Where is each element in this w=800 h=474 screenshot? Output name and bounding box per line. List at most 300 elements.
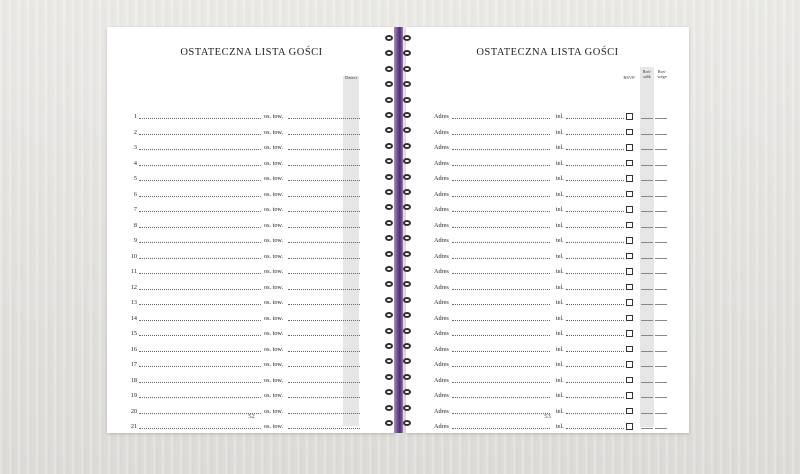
spiral-ring [385,389,393,395]
guest-row [107,419,396,431]
spiral-ring [385,343,393,349]
companion-line[interactable] [288,242,360,243]
row-number: 3 [133,144,137,151]
rsvp-checkbox[interactable] [626,113,633,120]
guest-row [107,280,396,292]
address-line[interactable] [452,382,550,383]
rsvp-checkbox[interactable] [626,191,633,198]
vege-line[interactable] [655,134,667,135]
rsvp-checkbox[interactable] [626,315,633,322]
vege-line[interactable] [655,258,667,259]
address-line[interactable] [452,149,550,150]
phone-line[interactable] [566,320,624,321]
guest-row [107,295,396,307]
companion-line[interactable] [288,428,360,429]
vege-line[interactable] [655,180,667,181]
meat-line[interactable] [641,289,653,290]
companion-line[interactable] [288,304,360,305]
address-row [406,140,689,152]
spiral-ring [403,312,411,318]
address-label: Adres [434,128,449,136]
spiral-ring [403,251,411,257]
spiral-binding [381,27,415,433]
spiral-ring [403,420,411,426]
row-number: 10 [130,252,137,260]
companion-label: os. tow. [264,237,284,244]
row-number: 13 [130,299,137,306]
phone-line[interactable] [566,165,624,166]
companion-line[interactable] [288,335,360,336]
companion-label: os. tow. [264,144,284,151]
address-label: Adres [434,361,449,368]
guest-name-line[interactable] [139,366,261,367]
address-line[interactable] [452,320,550,321]
meat-line[interactable] [641,211,653,212]
rsvp-checkbox[interactable] [626,222,633,229]
left-page [107,27,396,433]
row-number: 17 [130,361,137,368]
address-label: Adres [434,376,449,384]
guest-name-line[interactable] [139,211,261,212]
meat-line[interactable] [641,242,653,243]
guest-name-line[interactable] [139,304,261,305]
address-line[interactable] [452,397,550,398]
phone-line[interactable] [566,428,624,429]
phone-line[interactable] [566,351,624,352]
guest-row [107,373,396,385]
spiral-ring [403,374,411,380]
guest-name-line[interactable] [139,134,261,135]
phone-line[interactable] [566,397,624,398]
companion-label: os. tow. [264,113,284,120]
spiral-ring [385,35,393,41]
address-row [406,342,689,354]
address-label: Adres [434,299,449,306]
rsvp-checkbox[interactable] [626,268,633,275]
address-label: Adres [434,144,449,151]
address-line[interactable] [452,211,550,212]
meat-line[interactable] [641,165,653,166]
right-page-number: 53 [544,413,551,420]
companion-line[interactable] [288,134,360,135]
vege-line[interactable] [655,289,667,290]
phone-label: tel. [556,237,564,244]
spiral-ring [403,328,411,334]
row-number: 6 [133,190,137,198]
companion-line[interactable] [288,180,360,181]
address-row [406,202,689,214]
address-row [406,326,689,338]
row-number: 20 [130,407,137,415]
row-number: 14 [130,314,137,322]
phone-line[interactable] [566,304,624,305]
companion-line[interactable] [288,211,360,212]
address-label: Adres [434,221,449,229]
meat-line[interactable] [641,366,653,367]
vege-line[interactable] [655,211,667,212]
vege-line[interactable] [655,366,667,367]
spiral-ring [403,220,411,226]
address-line[interactable] [452,428,550,429]
spiral-ring [385,158,393,164]
phone-label: tel. [556,206,564,213]
phone-label: tel. [556,113,564,120]
address-label: Adres [434,237,449,244]
address-row [406,419,689,431]
meat-line[interactable] [641,273,653,274]
rsvp-checkbox[interactable] [626,299,633,306]
spiral-ring [385,297,393,303]
companion-label: os. tow. [264,299,284,306]
meat-line[interactable] [641,320,653,321]
meat-line[interactable] [641,149,653,150]
guest-row [107,109,396,121]
rsvp-checkbox[interactable] [626,346,633,353]
address-row [406,388,689,400]
phone-label: tel. [556,144,564,151]
spiral-ring [403,266,411,272]
meat-line[interactable] [641,134,653,135]
row-number: 2 [133,128,137,136]
vege-line[interactable] [655,273,667,274]
vege-line[interactable] [655,227,667,228]
spiral-ring [403,35,411,41]
companion-label: os. tow. [264,407,284,415]
address-line[interactable] [452,118,550,119]
row-number: 12 [130,283,137,291]
spiral-ring [385,328,393,334]
vege-line[interactable] [655,397,667,398]
rsvp-checkbox[interactable] [626,253,633,260]
rsvp-checkbox[interactable] [626,129,633,136]
address-label: Adres [434,407,449,415]
spiral-ring [403,81,411,87]
address-label: Adres [434,113,449,120]
guest-name-line[interactable] [139,428,261,429]
address-label: Adres [434,206,449,213]
spiral-ring [385,81,393,87]
row-number: 18 [130,376,137,384]
guest-row [107,202,396,214]
rsvp-checkbox[interactable] [626,423,633,430]
companion-line[interactable] [288,227,360,228]
children-column-header: Dzieci [345,75,357,80]
phone-line[interactable] [566,196,624,197]
address-line[interactable] [452,304,550,305]
guest-name-line[interactable] [139,382,261,383]
guest-row [107,264,396,276]
address-row [406,218,689,230]
companion-line[interactable] [288,397,360,398]
row-number: 5 [133,175,137,182]
spiral-ring [385,420,393,426]
guest-name-line[interactable] [139,320,261,321]
phone-line[interactable] [566,258,624,259]
left-page-number: 52 [248,413,255,420]
guest-name-line[interactable] [139,118,261,119]
meat-line[interactable] [641,258,653,259]
guest-name-line[interactable] [139,273,261,274]
spiral-ring [385,189,393,195]
guest-name-line[interactable] [139,335,261,336]
row-number: 8 [133,221,137,229]
companion-line[interactable] [288,320,360,321]
row-number: 1 [133,113,137,120]
meat-line[interactable] [641,196,653,197]
vege-line[interactable] [655,428,667,429]
spiral-ring [403,143,411,149]
meat-line[interactable] [641,118,653,119]
spiral-ring [403,358,411,364]
guest-row [107,326,396,338]
address-line[interactable] [452,242,550,243]
guest-row [107,233,396,245]
spiral-ring [403,343,411,349]
spiral-ring [385,374,393,380]
companion-line[interactable] [288,165,360,166]
meat-line[interactable] [641,382,653,383]
address-line[interactable] [452,180,550,181]
companion-label: os. tow. [264,345,284,353]
vege-line[interactable] [655,149,667,150]
row-number: 19 [130,392,137,399]
vege-line[interactable] [655,335,667,336]
address-line[interactable] [452,335,550,336]
spiral-ring [403,405,411,411]
companion-label: os. tow. [264,423,284,430]
address-line[interactable] [452,196,550,197]
right-page [406,27,689,433]
guest-row [107,311,396,323]
meat-line[interactable] [641,335,653,336]
meat-line[interactable] [641,227,653,228]
address-line[interactable] [452,227,550,228]
vege-line[interactable] [655,165,667,166]
rsvp-checkbox[interactable] [626,206,633,213]
guest-name-line[interactable] [139,351,261,352]
companion-label: os. tow. [264,175,284,182]
right-page-title: OSTATECZNA LISTA GOŚCI [476,47,619,58]
companion-line[interactable] [288,196,360,197]
phone-line[interactable] [566,273,624,274]
spiral-ring [385,174,393,180]
guest-row [107,171,396,183]
address-label: Adres [434,268,449,275]
guest-row [107,140,396,152]
guest-row [107,125,396,137]
phone-label: tel. [556,190,564,198]
phone-label: tel. [556,392,564,399]
spiral-ring [403,297,411,303]
address-row [406,171,689,183]
address-row [406,264,689,276]
address-label: Adres [434,314,449,322]
spiral-ring [403,158,411,164]
row-number: 16 [130,345,137,353]
vege-line[interactable] [655,118,667,119]
phone-line[interactable] [566,242,624,243]
guest-name-line[interactable] [139,180,261,181]
spiral-ring [403,281,411,287]
vege-line[interactable] [655,304,667,305]
address-label: Adres [434,159,449,167]
companion-label: os. tow. [264,128,284,136]
address-label: Adres [434,330,449,337]
meat-line[interactable] [641,180,653,181]
address-row [406,125,689,137]
guest-name-line[interactable] [139,227,261,228]
guest-name-line[interactable] [139,289,261,290]
vege-line[interactable] [655,382,667,383]
vege-line[interactable] [655,320,667,321]
spiral-ring [385,143,393,149]
phone-label: tel. [556,330,564,337]
phone-line[interactable] [566,118,624,119]
address-label: Adres [434,283,449,291]
phone-line[interactable] [566,149,624,150]
spiral-ring [385,66,393,72]
guest-name-line[interactable] [139,397,261,398]
spiral-ring [385,358,393,364]
rsvp-checkbox[interactable] [626,284,633,291]
spine-ribbon [394,27,403,433]
guest-row [107,388,396,400]
phone-label: tel. [556,159,564,167]
companion-label: os. tow. [264,392,284,399]
spiral-ring [385,266,393,272]
spiral-ring [385,312,393,318]
spiral-ring [403,127,411,133]
spiral-ring [403,97,411,103]
row-number: 15 [130,330,137,337]
address-line[interactable] [452,273,550,274]
rsvp-checkbox[interactable] [626,392,633,399]
phone-label: tel. [556,128,564,136]
address-label: Adres [434,423,449,430]
rsvp-checkbox[interactable] [626,237,633,244]
companion-line[interactable] [288,289,360,290]
rsvp-checkbox[interactable] [626,361,633,368]
spiral-ring [385,281,393,287]
guest-row [107,249,396,261]
meat-line[interactable] [641,351,653,352]
guest-name-line[interactable] [139,196,261,197]
phone-line[interactable] [566,211,624,212]
rsvp-checkbox[interactable] [626,144,633,151]
guest-name-line[interactable] [139,242,261,243]
rsvp-checkbox[interactable] [626,377,633,384]
meat-line[interactable] [641,304,653,305]
vege-line[interactable] [655,196,667,197]
address-label: Adres [434,392,449,399]
meat-column-header: Roś- sołk [642,69,652,79]
phone-label: tel. [556,361,564,368]
address-line[interactable] [452,134,550,135]
phone-line[interactable] [566,382,624,383]
companion-label: os. tow. [264,252,284,260]
companion-line[interactable] [288,382,360,383]
guest-row [107,218,396,230]
rsvp-checkbox[interactable] [626,160,633,167]
spiral-ring [385,405,393,411]
spiral-ring [403,66,411,72]
companion-line[interactable] [288,258,360,259]
address-row [406,311,689,323]
address-line[interactable] [452,366,550,367]
companion-label: os. tow. [264,206,284,213]
spiral-ring [385,220,393,226]
phone-line[interactable] [566,366,624,367]
row-number: 7 [133,206,137,213]
row-number: 9 [133,237,137,244]
companion-line[interactable] [288,366,360,367]
phone-label: tel. [556,423,564,430]
spiral-ring [403,235,411,241]
left-page-title: OSTATECZNA LISTA GOŚCI [180,47,323,58]
address-line[interactable] [452,165,550,166]
address-label: Adres [434,175,449,182]
address-line[interactable] [452,351,550,352]
address-label: Adres [434,252,449,260]
rsvp-checkbox[interactable] [626,175,633,182]
meat-line[interactable] [641,428,653,429]
phone-line[interactable] [566,289,624,290]
spiral-ring [403,189,411,195]
rsvp-checkbox[interactable] [626,330,633,337]
phone-label: tel. [556,314,564,322]
companion-line[interactable] [288,149,360,150]
companion-label: os. tow. [264,283,284,291]
address-label: Adres [434,190,449,198]
spiral-ring [385,204,393,210]
spiral-ring [385,112,393,118]
companion-line[interactable] [288,273,360,274]
guest-row [107,357,396,369]
companion-label: os. tow. [264,376,284,384]
spiral-ring [403,204,411,210]
phone-label: tel. [556,376,564,384]
address-row [406,233,689,245]
guest-name-line[interactable] [139,149,261,150]
phone-line[interactable] [566,134,624,135]
row-number: 11 [131,268,137,275]
vege-line[interactable] [655,242,667,243]
spiral-ring [385,235,393,241]
phone-label: tel. [556,283,564,291]
companion-line[interactable] [288,351,360,352]
guest-name-line[interactable] [139,165,261,166]
phone-label: tel. [556,407,564,415]
meat-line[interactable] [641,397,653,398]
phone-line[interactable] [566,335,624,336]
guest-name-line[interactable] [139,258,261,259]
phone-label: tel. [556,252,564,260]
address-label: Adres [434,345,449,353]
guest-row [107,342,396,354]
address-line[interactable] [452,258,550,259]
phone-line[interactable] [566,227,624,228]
companion-label: os. tow. [264,330,284,337]
vege-line[interactable] [655,351,667,352]
spiral-ring [403,50,411,56]
companion-line[interactable] [288,118,360,119]
address-row [406,187,689,199]
phone-line[interactable] [566,180,624,181]
spiral-ring [403,174,411,180]
companion-label: os. tow. [264,361,284,368]
address-line[interactable] [452,289,550,290]
address-row [406,156,689,168]
